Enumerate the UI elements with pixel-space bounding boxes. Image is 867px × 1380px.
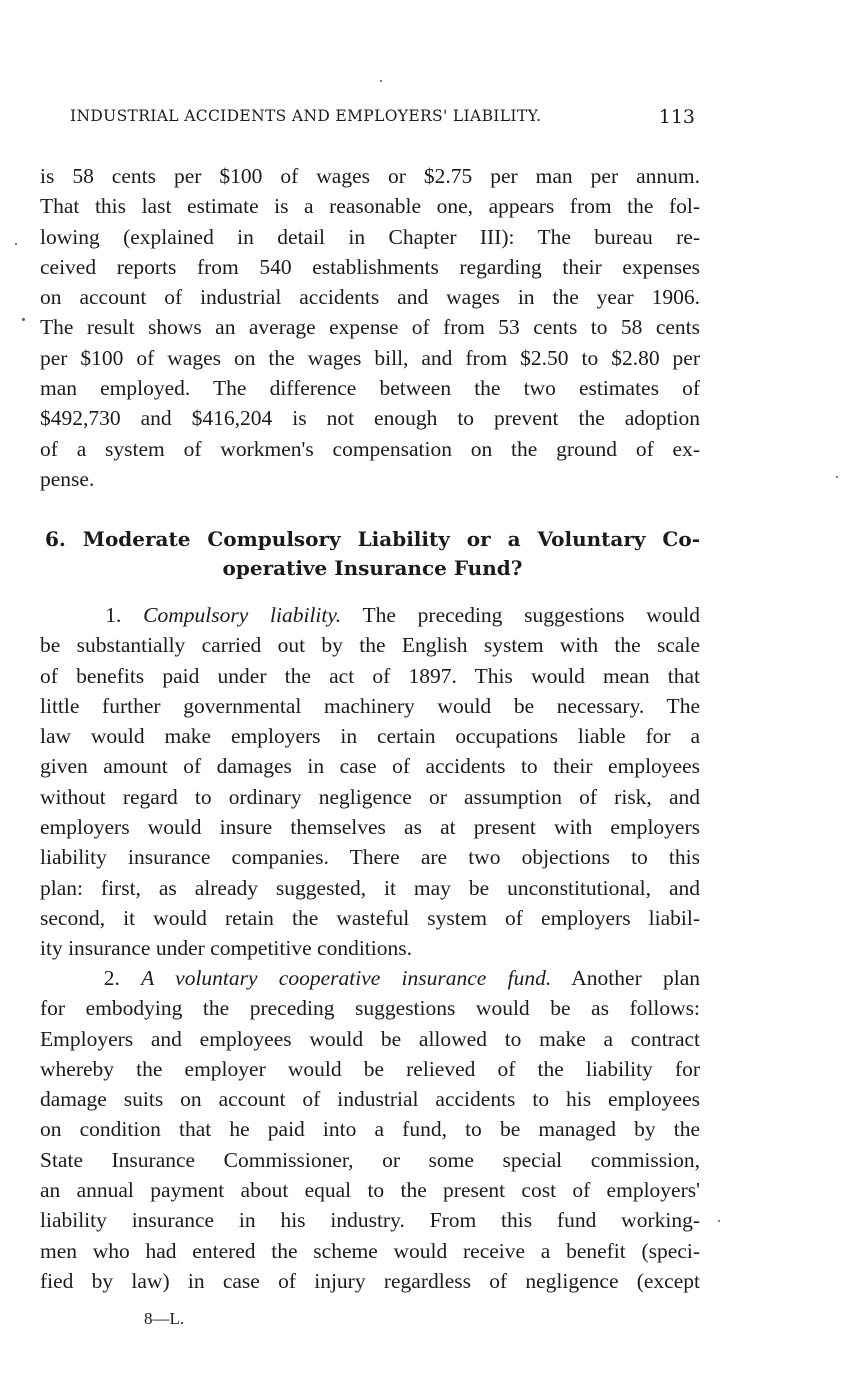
paragraph-line: ity insurance under competitive conditions.: [40, 936, 412, 961]
paragraph-line: liability insurance in his industry. From this fund working-: [40, 1208, 700, 1233]
paragraph-line: Employers and employees would be allowed to make a contract: [40, 1026, 700, 1051]
print-speck: [380, 80, 382, 82]
paragraph-line: little further governmental machinery would be necessary. The: [40, 693, 700, 718]
item-number: 1.: [105, 603, 122, 627]
signature-mark: 8—L.: [144, 1309, 185, 1328]
paragraph-line: for embodying the preceding suggestions would be as follows:: [40, 996, 700, 1021]
first-line-text: Another plan: [571, 966, 700, 990]
italic-title: Compulsory liability.: [143, 603, 342, 627]
paragraph-line: on condition that he paid into a fund, to be managed by the: [40, 1117, 700, 1142]
paragraph-line: $492,730 and $416,204 is not enough to prevent the adoption: [40, 406, 700, 431]
paragraph-line: an annual payment about equal to the present cost of employers': [40, 1178, 700, 1203]
paragraph-line: given amount of damages in case of accidents to their employees: [40, 754, 700, 779]
running-title: INDUSTRIAL ACCIDENTS AND EMPLOYERS' LIABILITY.: [70, 107, 542, 125]
paragraph-line: second, it would retain the wasteful system of employers liabil-: [40, 905, 700, 930]
running-head: [70, 106, 695, 130]
section-heading-line: 6. Moderate Compulsory Liability or a Voluntary Co-: [45, 527, 700, 551]
paragraph-line: damage suits on account of industrial accidents to his employees: [40, 1087, 700, 1112]
paragraph-one: [40, 161, 700, 494]
paragraph-line: lowing (explained in detail in Chapter III): The bureau re-: [40, 224, 700, 249]
paragraph-line: State Insurance Commissioner, or some special commission,: [40, 1147, 700, 1172]
paragraph-line: of a system of workmen's compensation on the ground of ex-: [40, 436, 700, 461]
paragraph-line: be substantially carried out by the English system with the scale: [40, 633, 700, 658]
paragraph-line: employers would insure themselves as at present with employers: [40, 815, 700, 840]
paragraph-first-line: [40, 600, 700, 630]
section-heading-line: operative Insurance Fund?: [222, 556, 523, 580]
paragraph-line: is 58 cents per $100 of wages or $2.75 per man per annum.: [40, 164, 700, 188]
paragraph-line: The result shows an average expense of from 53 cents to 58 cents: [40, 315, 700, 340]
print-speck: [836, 476, 838, 478]
paragraph-voluntary-fund: [40, 963, 700, 1296]
item-number: 2.: [103, 966, 120, 990]
paragraph-line: pense.: [40, 466, 95, 491]
first-line-text: The preceding suggestions would: [362, 603, 700, 627]
paragraph-line: on account of industrial accidents and wages in the year 1906.: [40, 285, 700, 310]
paragraph-line: fied by law) in case of injury regardless of negligence (except: [40, 1268, 700, 1293]
paragraph-line: plan: first, as already suggested, it may be unconstitutional, and: [40, 875, 700, 900]
paragraph-line: men who had entered the scheme would receive a benefit (speci-: [40, 1238, 700, 1263]
paragraph-line: man employed. The difference between the two estimates of: [40, 376, 700, 401]
paragraph-line: whereby the employer would be relieved of the liability for: [40, 1056, 700, 1081]
paragraph-line: ceived reports from 540 establishments regarding their expenses: [40, 254, 700, 279]
paragraph-compulsory-liability: [40, 600, 700, 964]
paragraph-line: without regard to ordinary negligence or assumption of risk, and: [40, 784, 700, 809]
paragraph-first-line: [40, 963, 700, 993]
paragraph-line: That this last estimate is a reasonable one, appears from the fol-: [40, 194, 700, 219]
page-number: 113: [658, 106, 695, 128]
print-speck: [718, 1220, 720, 1222]
italic-title: A voluntary cooperative insurance fund.: [141, 966, 552, 990]
paragraph-line: per $100 of wages on the wages bill, and from $2.50 to $2.80 per: [40, 345, 700, 370]
section-heading: [45, 525, 700, 583]
paragraph-line: law would make employers in certain occupations liable for a: [40, 724, 700, 749]
paragraph-line: of benefits paid under the act of 1897. This would mean that: [40, 663, 700, 688]
print-speck: [15, 243, 17, 245]
print-speck: [22, 318, 25, 321]
paragraph-line: liability insurance companies. There are two objections to this: [40, 845, 700, 870]
